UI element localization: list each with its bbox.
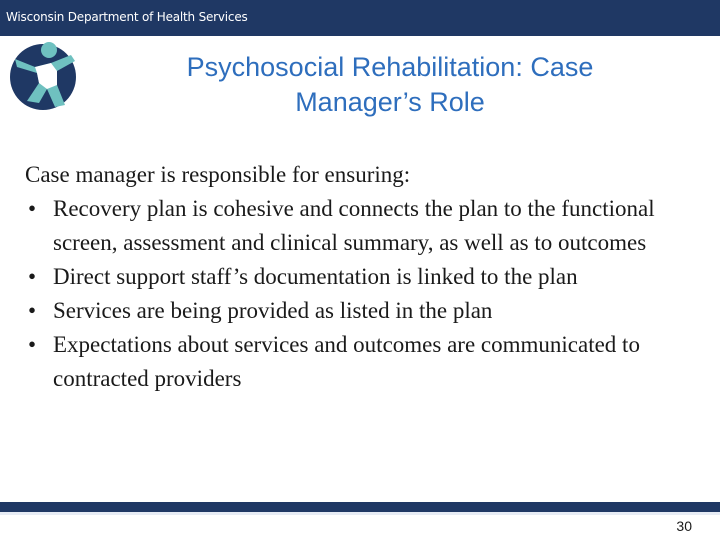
- bullet-icon: •: [28, 332, 37, 357]
- list-item: [25, 328, 705, 396]
- slide-title-line2: Manager’s Role: [295, 87, 485, 117]
- dhs-person-icon: [5, 37, 83, 115]
- bullet-text: Recovery plan is cohesive and connects the plan to the functional screen, assessment and clinical summary, as well as to outcomes: [53, 196, 655, 255]
- intro-text: Case manager is responsible for ensuring:: [25, 162, 411, 187]
- slide-title: [110, 50, 670, 120]
- list-item: [25, 192, 705, 260]
- slide-body: [25, 158, 705, 396]
- bullet-text: Expectations about services and outcomes are communicated to contracted providers: [53, 332, 640, 391]
- bullet-icon: •: [28, 264, 37, 289]
- bullet-icon: •: [28, 298, 37, 323]
- list-item: [25, 260, 705, 294]
- bullet-text: Direct support staff’s documentation is linked to the plan: [53, 264, 578, 289]
- bullet-icon: •: [28, 196, 37, 221]
- slide-title-line1: Psychosocial Rehabilitation: Case: [186, 52, 594, 82]
- list-item: [25, 294, 705, 328]
- bullet-text: Services are being provided as listed in the plan: [53, 298, 493, 323]
- page-number: 30: [676, 518, 692, 534]
- header-bar: [0, 0, 720, 36]
- footer-rule-accent: [0, 512, 720, 515]
- footer-rule: [0, 502, 720, 512]
- org-name: Wisconsin Department of Health Services: [6, 10, 248, 24]
- bullet-list: [25, 192, 705, 396]
